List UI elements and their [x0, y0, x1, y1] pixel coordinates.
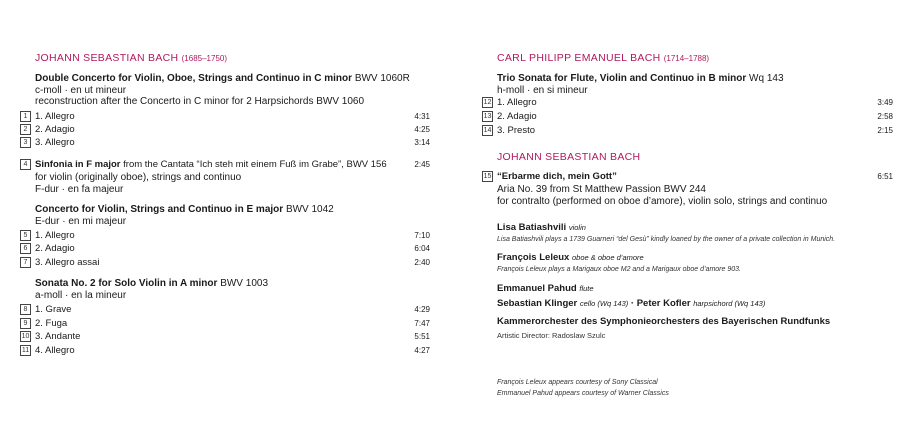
track-row: [20, 137, 75, 149]
track-title: 3. Allegro: [35, 137, 75, 149]
track-duration: 7:47: [414, 319, 430, 328]
work-source: Aria No. 39 from St Matthew Passion BWV 244: [497, 184, 706, 195]
work-key: h-moll · en si mineur: [497, 84, 588, 96]
track-duration: 7:10: [414, 231, 430, 240]
artist-note: Lisa Batiashvili plays a 1739 Guarneri “del Gesù” kindly loaned by the owner of a private collection in Munich.: [497, 236, 836, 243]
work-double-concerto: [35, 73, 410, 108]
work-key: c-moll · en ut mineur: [35, 84, 127, 96]
track-number: 12: [483, 99, 492, 106]
work-key: a-moll · en la mineur: [35, 289, 127, 301]
work-note: reconstruction after the Concerto in C minor for 2 Harpsichords BWV 1060: [35, 96, 365, 107]
work-subtitle: from the Cantata “Ich steh mit einem Fuß im Grabe”, BWV 156: [123, 159, 387, 171]
work-key: E-dur · en mi majeur: [35, 215, 127, 227]
work-catalogue: BWV 1003: [220, 278, 269, 289]
track-title: 4. Allegro: [35, 345, 75, 357]
track-row: [20, 345, 75, 357]
track-number: 10: [21, 333, 30, 340]
track-title: 1. Allegro: [35, 230, 75, 242]
track-row-sinfonia: [20, 159, 387, 171]
track-duration: 4:31: [414, 112, 430, 121]
track-number: 6: [20, 243, 31, 254]
track-title: 3. Andante: [35, 331, 81, 343]
artist-role: flute: [579, 284, 594, 293]
artist-name: Peter Kofler: [636, 298, 691, 309]
work-scoring: for contralto (performed on oboe d’amore), violin solo, strings and continuo: [497, 195, 828, 207]
track-duration: 2:58: [877, 112, 893, 121]
track-number: 1: [20, 111, 31, 122]
artistic-director: Artistic Director: Radoslaw Szulc: [497, 331, 606, 340]
artist-name: Emmanuel Pahud: [497, 283, 577, 294]
composer-heading-cpe-bach: [497, 52, 709, 64]
composer-name: CARL PHILIPP EMANUEL BACH: [497, 52, 661, 64]
track-number: 3: [20, 137, 31, 148]
track-number: 9: [20, 318, 31, 329]
track-number: 15: [483, 173, 492, 180]
artist-role: cello (Wq 143): [579, 299, 629, 308]
composer-dates: (1685–1750): [181, 54, 228, 63]
track-duration: 3:49: [877, 98, 893, 107]
track-row: [20, 111, 75, 123]
artist-role: harpsichord (Wq 143): [693, 299, 766, 308]
track-row: [482, 97, 537, 109]
track-title: 3. Presto: [497, 125, 536, 137]
track-duration: 6:51: [877, 172, 893, 181]
work-scoring: for violin (originally oboe), strings and continuo: [35, 172, 242, 183]
composer-heading-js-bach: [35, 52, 227, 64]
track-row: [20, 304, 71, 316]
artist-note: François Leleux plays a Marigaux oboe M2 and a Marigaux oboe d’amore 903.: [497, 266, 741, 273]
track-row-aria: [482, 171, 617, 183]
work-title: Concerto for Violin, Strings and Continuo in E major: [35, 204, 284, 215]
artist-name: François Leleux: [497, 252, 570, 263]
work-title: Double Concerto for Violin, Oboe, Strings and Continuo in C minor: [35, 73, 353, 84]
track-number: 11: [21, 347, 30, 354]
orchestra-name: Kammerorchester des Symphonieorchesters des Bayerischen Rundfunks: [497, 316, 831, 327]
work-violin-concerto: [35, 204, 334, 227]
track-row: [20, 243, 75, 255]
credit-line: François Leleux appears courtesy of Sony Classical: [497, 379, 658, 386]
credit-line: Emmanuel Pahud appears courtesy of Warner Classics: [497, 390, 669, 397]
track-duration: 2:15: [877, 126, 893, 135]
track-title: 3. Allegro assai: [35, 257, 100, 269]
track-number: 14: [483, 127, 492, 134]
track-number: 2: [20, 124, 31, 135]
track-row: [20, 318, 67, 330]
track-duration: 6:04: [414, 244, 430, 253]
track-duration: 4:27: [414, 346, 430, 355]
track-duration: 2:45: [414, 160, 430, 169]
composer-dates: (1714–1788): [663, 54, 710, 63]
work-trio-sonata: [497, 73, 784, 96]
work-catalogue: BWV 1042: [285, 204, 334, 215]
track-duration: 4:29: [414, 305, 430, 314]
track-title: 2. Adagio: [35, 243, 75, 255]
artist-leleux: [497, 252, 644, 263]
track-duration: 4:25: [414, 125, 430, 134]
composer-heading-js-bach-2: [497, 151, 640, 163]
work-title: Sonata No. 2 for Solo Violin in A minor: [35, 278, 218, 289]
track-title: 1. Allegro: [35, 111, 75, 123]
artist-klinger-kofler: Sebastian Klinger cello (Wq 143) · Peter Kofler harpsichord (Wq 143): [497, 298, 766, 309]
track-number: 13: [483, 113, 492, 120]
track-row: [482, 125, 535, 137]
track-title: 2. Adagio: [497, 111, 537, 123]
composer-name: JOHANN SEBASTIAN BACH: [497, 151, 641, 163]
track-number: 8: [20, 304, 31, 315]
artist-role: violin: [568, 223, 586, 232]
track-title: 2. Fuga: [35, 318, 68, 330]
track-duration: 2:40: [414, 258, 430, 267]
work-key: F-dur · en fa majeur: [35, 183, 124, 195]
artist-name: Lisa Batiashvili: [497, 222, 567, 233]
artist-name: Sebastian Klinger: [497, 298, 578, 309]
artist-role: oboe & oboe d’amore: [571, 253, 644, 262]
work-sinfonia-details: [35, 172, 241, 195]
track-number: 5: [20, 230, 31, 241]
work-title: Trio Sonata for Flute, Violin and Continuo in B minor: [497, 73, 747, 84]
track-number: 7: [20, 257, 31, 268]
track-row: [20, 124, 75, 136]
track-duration: 3:14: [414, 138, 430, 147]
track-title: 2. Adagio: [35, 124, 75, 136]
composer-name: JOHANN SEBASTIAN BACH: [35, 52, 179, 64]
work-title: Sinfonia in F major: [35, 159, 121, 171]
track-duration: 5:51: [414, 332, 430, 341]
track-row: [20, 230, 75, 242]
work-catalogue: Wq 143: [749, 73, 784, 84]
track-number: 4: [20, 159, 31, 170]
track-row: [20, 331, 80, 343]
work-catalogue: BWV 1060R: [354, 73, 410, 84]
artist-batiashvili: [497, 222, 586, 233]
track-title: 1. Grave: [35, 304, 72, 316]
artist-pahud: [497, 283, 594, 294]
work-title: “Erbarme dich, mein Gott”: [497, 171, 617, 183]
track-row: [482, 111, 537, 123]
track-title: 1. Allegro: [497, 97, 537, 109]
track-row: [20, 257, 99, 269]
work-sonata-2: [35, 278, 268, 301]
work-aria-details: [497, 184, 827, 207]
